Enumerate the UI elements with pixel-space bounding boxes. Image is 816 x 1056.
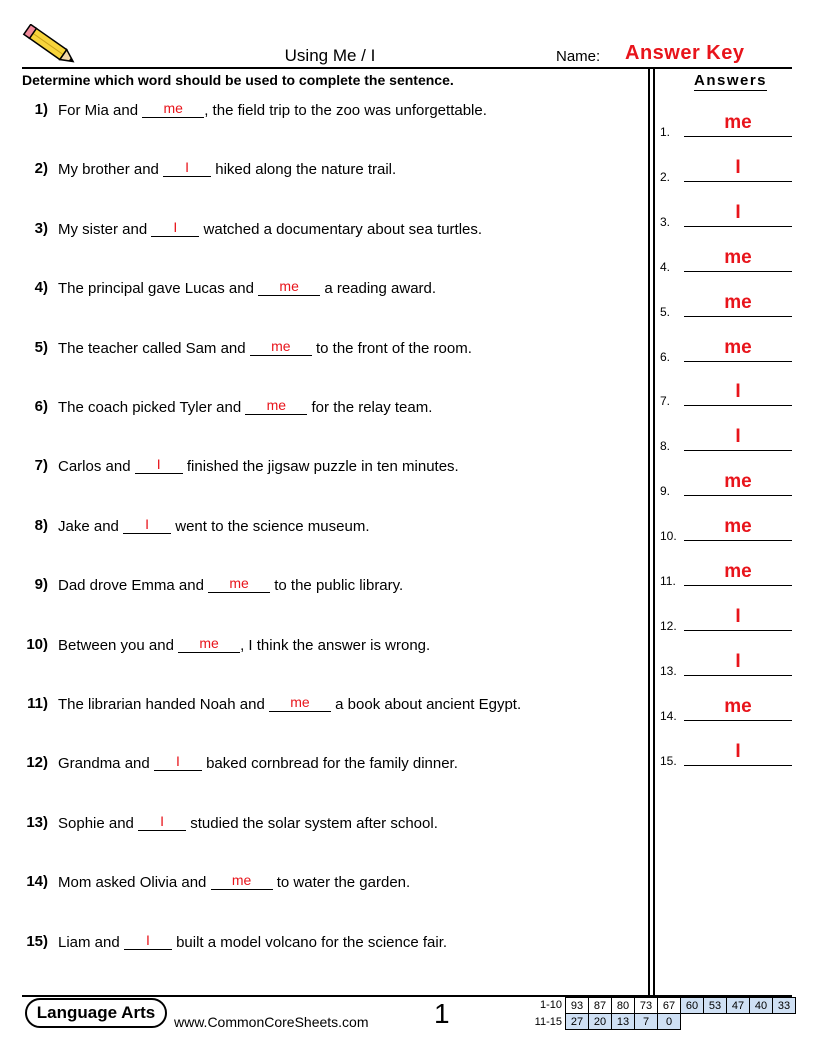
question-text [58, 279, 436, 297]
question-text [58, 576, 403, 594]
answer-key-row [660, 244, 792, 274]
answer-number: 9. [660, 484, 671, 499]
answer-key-row [660, 468, 792, 498]
question-text-after: studied the solar system after school. [190, 814, 438, 832]
answer-line [684, 585, 792, 586]
question-text [58, 754, 458, 772]
answer-key-row [660, 738, 792, 768]
question-number: 8) [34, 516, 48, 534]
answer-value: I [735, 650, 741, 672]
question-number: 11) [27, 695, 48, 712]
column-divider [653, 68, 655, 995]
answer-fill: me [271, 337, 291, 354]
score-range-labels [522, 997, 562, 1031]
question-text-after: went to the science museum. [175, 517, 370, 535]
column-divider [648, 68, 650, 995]
answer-number: 10. [660, 529, 677, 544]
question-text [58, 636, 430, 654]
question-text-after: to the front of the room. [315, 339, 472, 357]
score-cell: 93 [566, 998, 589, 1014]
answer-blank [208, 576, 270, 593]
question-number: 13) [26, 813, 48, 831]
question-text-after: watched a documentary about sea turtles. [203, 220, 483, 238]
question-text [58, 160, 396, 178]
question-text [58, 873, 410, 891]
answer-fill: I [173, 218, 178, 235]
answer-number: 2. [660, 169, 671, 184]
answer-key-row [660, 693, 792, 723]
question-text-before: The coach picked Tyler and [58, 399, 242, 416]
answer-value: me [724, 471, 752, 493]
site-url: www.CommonCoreSheets.com [174, 1014, 369, 1030]
answer-line [684, 405, 792, 406]
answer-line [684, 765, 792, 766]
question-text-before: For Mia and [58, 102, 139, 119]
answer-value: I [735, 381, 741, 403]
question-text-after: a reading award. [324, 280, 437, 298]
question-text-before: The librarian handed Noah and [58, 696, 265, 713]
answer-line [684, 271, 792, 272]
question-text-after: hiked along the nature trail. [215, 161, 397, 179]
answer-blank [178, 636, 240, 653]
language-arts-logo: Language Arts [25, 998, 167, 1028]
answer-fill: I [160, 812, 165, 829]
answer-fill: me [231, 872, 252, 889]
question-text [58, 695, 521, 713]
answer-value: me [724, 336, 752, 358]
answer-key-row [660, 513, 792, 543]
question-text-before: Between you and [58, 636, 174, 654]
answer-fill: me [229, 575, 249, 592]
answer-line [684, 630, 792, 631]
answer-value: me [724, 561, 752, 582]
answer-fill: me [279, 278, 299, 295]
question-text-before: My sister and [58, 220, 148, 238]
answer-line [684, 720, 792, 721]
answer-key-row [660, 603, 792, 633]
answer-key-row [660, 109, 792, 139]
answer-fill: me [199, 634, 219, 651]
question-text-before: Mom asked Olivia and [58, 874, 207, 892]
question-text [58, 220, 482, 238]
answer-number: 13. [660, 663, 677, 678]
answer-line [684, 675, 792, 676]
answer-value: me [724, 112, 752, 133]
score-cell: 87 [589, 998, 612, 1014]
question-text-before: Sophie and [58, 814, 134, 832]
answer-line [684, 495, 792, 496]
question-text-after: for the relay team. [311, 399, 433, 416]
score-cell: 40 [750, 998, 773, 1014]
answer-blank [163, 160, 211, 177]
answer-key-row [660, 334, 792, 364]
score-cell: 7 [635, 1014, 658, 1030]
score-cell: 27 [566, 1014, 589, 1030]
answer-blank [258, 279, 320, 296]
question-text-before: Jake and [58, 517, 119, 535]
score-row [566, 998, 796, 1014]
answer-key-label: Answer Key [625, 42, 745, 64]
question-text-after: built a model volcano for the science fair. [176, 933, 448, 951]
question-number: 15) [26, 932, 48, 950]
page-number: 1 [434, 998, 450, 1029]
question-text [58, 457, 459, 475]
question-number: 9) [34, 576, 48, 594]
score-cell: 53 [704, 998, 727, 1014]
score-cell: 80 [612, 998, 635, 1014]
answer-line [684, 181, 792, 182]
answer-number: 1. [660, 125, 671, 139]
score-cell: 20 [589, 1014, 612, 1030]
answer-fill: I [175, 753, 180, 770]
answer-number: 8. [660, 439, 671, 454]
score-cell: 67 [658, 998, 681, 1014]
score-cell: 13 [612, 1014, 635, 1030]
question-text-after: , the field trip to the zoo was unforgettable. [204, 102, 487, 119]
question-text-after: to water the garden. [276, 874, 411, 892]
answer-blank [151, 220, 199, 237]
answer-key-row [660, 378, 792, 408]
answer-value: me [724, 695, 752, 717]
question-number: 1) [34, 101, 48, 118]
question-number: 12) [26, 754, 48, 772]
answer-number: 7. [660, 394, 671, 409]
answer-value: I [735, 201, 741, 223]
score-range-label: 11-15 [534, 1016, 562, 1028]
question-number: 6) [34, 398, 48, 415]
question-text-before: The principal gave Lucas and [58, 280, 254, 298]
answer-value: I [735, 740, 741, 762]
question-text-before: The teacher called Sam and [58, 339, 246, 357]
question-text-before: Carlos and [58, 458, 131, 476]
answer-fill: I [145, 931, 150, 948]
question-text-after: baked cornbread for the family dinner. [206, 755, 458, 773]
question-text-before: My brother and [58, 161, 159, 179]
answer-key-row [660, 648, 792, 678]
answer-blank [124, 933, 172, 950]
question-text-before: Grandma and [58, 755, 150, 773]
question-text-after: to the public library. [274, 577, 404, 595]
answer-value: me [724, 291, 752, 313]
answer-number: 5. [660, 304, 671, 319]
answer-fill: I [145, 515, 149, 532]
answer-line [684, 540, 792, 541]
question-text-after: , I think the answer is wrong. [240, 636, 431, 654]
answers-heading: Answers [694, 72, 768, 89]
answer-blank [154, 754, 202, 771]
question-number: 7) [34, 457, 48, 475]
answer-number: 15. [660, 753, 677, 768]
score-cell: 60 [681, 998, 704, 1014]
question-number: 2) [34, 160, 48, 178]
answer-value: I [735, 426, 741, 448]
question-text [58, 398, 432, 416]
answer-number: 14. [660, 708, 677, 723]
question-number: 14) [26, 873, 48, 891]
answer-blank [211, 873, 273, 890]
score-cell: 47 [727, 998, 750, 1014]
answer-blank [245, 398, 307, 415]
directions: Determine which word should be used to complete the sentence. [22, 72, 454, 88]
question-text-after: finished the jigsaw puzzle in ten minutes. [186, 458, 459, 476]
answer-fill: me [266, 397, 287, 413]
answer-line [684, 136, 792, 137]
answer-fill: me [290, 694, 310, 710]
question-text-before: Liam and [58, 933, 120, 951]
answer-key-row [660, 289, 792, 319]
question-number: 4) [34, 279, 48, 297]
name-label: Name: [556, 48, 601, 65]
answer-number: 12. [660, 618, 677, 633]
score-table [565, 997, 796, 1030]
page-title: Using Me / I [284, 46, 376, 65]
answer-key-row [660, 558, 792, 588]
answer-fill: I [185, 159, 189, 176]
answer-key-row [660, 199, 792, 229]
question-text [58, 814, 438, 832]
score-cell: 33 [773, 998, 796, 1014]
question-text-after: a book about ancient Egypt. [335, 696, 522, 713]
answer-blank [123, 517, 171, 534]
answer-fill: I [156, 456, 161, 473]
answer-line [684, 450, 792, 451]
score-range-label: 1-10 [539, 999, 562, 1011]
answer-value: I [735, 156, 741, 178]
header-divider [22, 67, 792, 69]
question-number: 5) [34, 338, 48, 356]
answer-number: 4. [660, 259, 671, 274]
answer-number: 11. [660, 574, 676, 588]
question-text [58, 933, 447, 951]
answer-blank [138, 814, 186, 831]
answer-number: 6. [660, 349, 671, 364]
score-cell: 73 [635, 998, 658, 1014]
question-text-before: Dad drove Emma and [58, 577, 204, 595]
answer-blank [142, 101, 204, 118]
answer-blank [250, 339, 312, 356]
question-text [58, 339, 472, 357]
answer-value: me [724, 516, 752, 538]
answer-key-row [660, 154, 792, 184]
score-cell: 0 [658, 1014, 681, 1030]
answer-value: me [724, 246, 752, 268]
answer-blank [135, 457, 183, 474]
question-text [58, 101, 487, 119]
answer-fill: me [163, 100, 183, 116]
answer-key-row [660, 423, 792, 453]
answer-number: 3. [660, 214, 671, 229]
question-number: 10) [26, 635, 48, 653]
score-row [566, 1014, 796, 1030]
question-text [58, 517, 370, 535]
answer-line [684, 226, 792, 227]
question-number: 3) [34, 219, 48, 237]
answer-value: I [735, 605, 741, 627]
answer-line [684, 316, 792, 317]
answer-line [684, 361, 792, 362]
answer-blank [269, 695, 331, 712]
